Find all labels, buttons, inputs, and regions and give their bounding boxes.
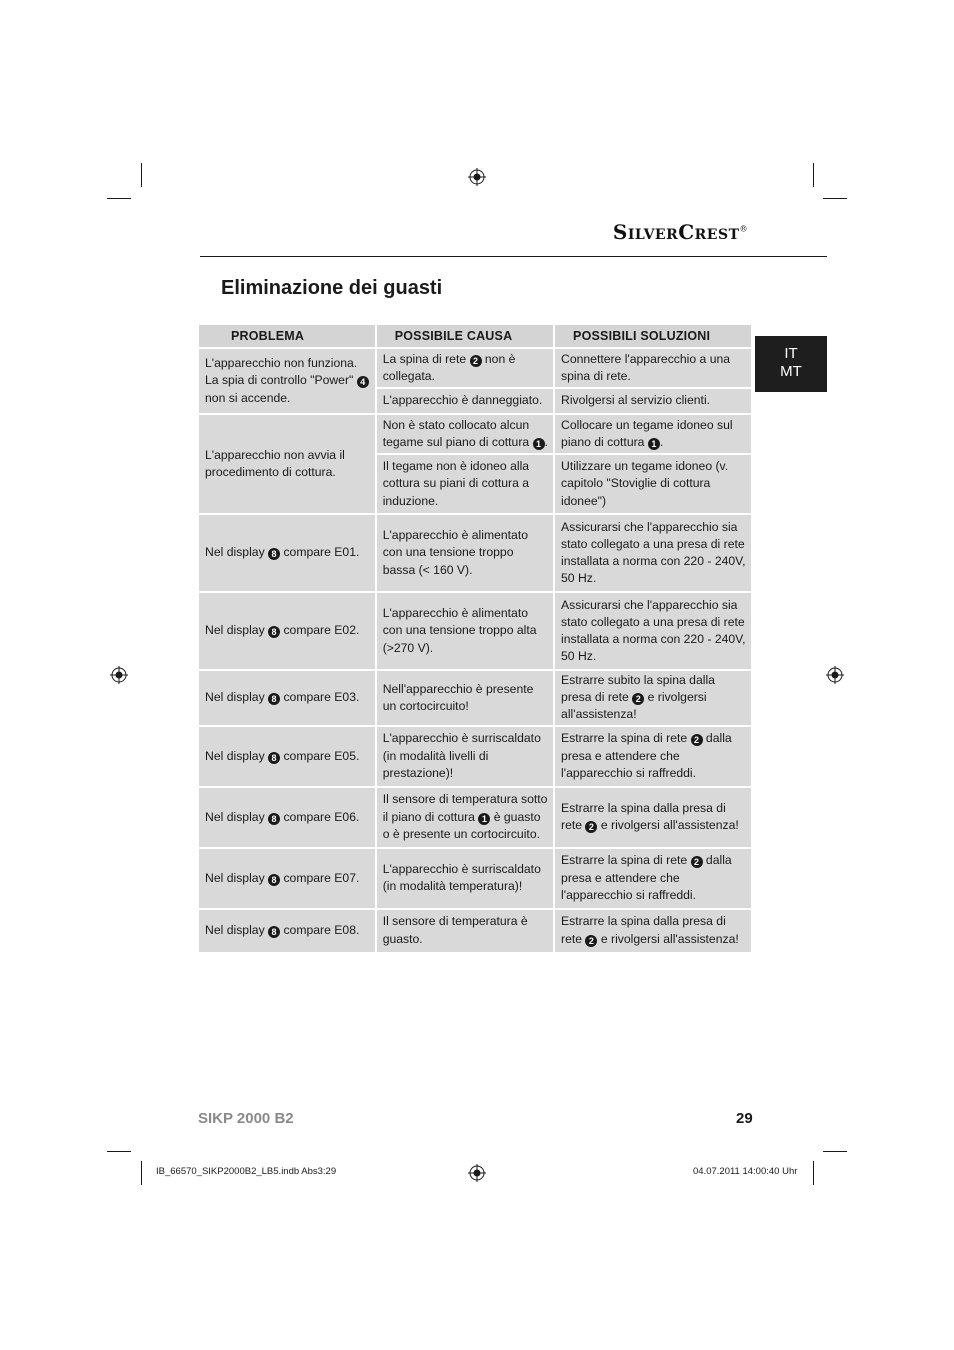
language-code-it: IT [784, 345, 798, 362]
header-rule [200, 256, 827, 257]
table-header-row [199, 325, 751, 347]
cause-cell: L'apparecchio è danneggiato. [377, 389, 553, 413]
reference-number-icon: 8 [268, 548, 280, 560]
cause-cell: L'apparecchio è surriscaldato (in modalità livelli di prestazione)! [377, 727, 553, 786]
problem-cell: Nel display 8 compare E05. [199, 727, 375, 786]
reference-number-icon: 8 [268, 926, 280, 938]
registration-mark-icon [468, 1164, 486, 1182]
reference-number-icon: 2 [691, 734, 703, 746]
solution-cell: Assicurarsi che l'apparecchio sia stato collegato a una presa di rete installata a norma con 220 - 240V, 50 Hz. [555, 515, 751, 591]
reference-number-icon: 2 [585, 935, 597, 947]
cause-cell: La spina di rete 2 non è collegata. [377, 349, 553, 387]
problem-cell: L'apparecchio non funziona. La spia di controllo "Power" 4 non si accende. [199, 349, 375, 413]
problem-cell: Nel display 8 compare E06. [199, 788, 375, 847]
problem-cell: Nel display 8 compare E03. [199, 671, 375, 725]
reference-number-icon: 2 [585, 821, 597, 833]
solution-cell: Estrarre subito la spina dalla presa di rete 2 e rivolgersi all'assistenza! [555, 671, 751, 725]
table-row [199, 727, 751, 786]
page-title: Eliminazione dei guasti [221, 277, 443, 299]
table-row [199, 593, 751, 669]
reference-number-icon: 8 [268, 874, 280, 886]
solution-cell: Utilizzare un tegame idoneo (v. capitolo "Stoviglie di cottura idonee") [555, 455, 751, 513]
crop-mark [107, 198, 131, 199]
solution-cell: Rivolgersi al servizio clienti. [555, 389, 751, 413]
solution-cell: Assicurarsi che l'apparecchio sia stato collegato a una presa di rete installata a norma con 220 - 240V, 50 Hz. [555, 593, 751, 669]
table-row [199, 415, 751, 453]
reference-number-icon: 2 [632, 693, 644, 705]
problem-cell: Nel display 8 compare E08. [199, 910, 375, 952]
table-row [199, 788, 751, 847]
cause-cell: L'apparecchio è alimentato con una tensione troppo bassa (< 160 V). [377, 515, 553, 591]
solution-cell: Estrarre la spina dalla presa di rete 2 e rivolgersi all'assistenza! [555, 788, 751, 847]
problem-cell: Nel display 8 compare E01. [199, 515, 375, 591]
table-row [199, 349, 751, 387]
crop-mark [141, 1161, 142, 1185]
table-row [199, 849, 751, 908]
reference-number-icon: 8 [268, 693, 280, 705]
header-solution: POSSIBILI SOLUZIONI [555, 325, 751, 347]
problem-cell: Nel display 8 compare E02. [199, 593, 375, 669]
solution-cell: Collocare un tegame idoneo sul piano di cottura 1 . [555, 415, 751, 453]
crop-mark [813, 1161, 814, 1185]
crop-mark [107, 1151, 131, 1152]
cause-cell: L'apparecchio è alimentato con una tensione troppo alta (>270 V). [377, 593, 553, 669]
table-row [199, 515, 751, 591]
reference-number-icon: 8 [268, 752, 280, 764]
reference-number-icon: 1 [533, 438, 545, 450]
registration-mark-icon [110, 666, 128, 684]
problem-cell: L'apparecchio non avvia il procedimento di cottura. [199, 415, 375, 513]
page-number: 29 [736, 1110, 753, 1127]
cause-cell: Il sensore di temperatura sotto il piano di cottura 1 è guasto o è presente un cortocircuito. [377, 788, 553, 847]
cause-cell: Il tegame non è idoneo alla cottura su piani di cottura a induzione. [377, 455, 553, 513]
table-row [199, 910, 751, 952]
language-code-mt: MT [780, 363, 802, 380]
cause-cell: Non è stato collocato alcun tegame sul piano di cottura 1 . [377, 415, 553, 453]
registration-mark-icon [826, 666, 844, 684]
solution-cell: Estrarre la spina di rete 2 dalla presa e attendere che l'apparecchio si raffreddi. [555, 849, 751, 908]
reference-number-icon: 1 [478, 813, 490, 825]
problem-cell: Nel display 8 compare E07. [199, 849, 375, 908]
print-slug-right: 04.07.2011 14:00:40 Uhr [693, 1166, 798, 1177]
header-cause: POSSIBILE CAUSA [377, 325, 553, 347]
crop-mark [141, 163, 142, 187]
cause-cell: Il sensore di temperatura è guasto. [377, 910, 553, 952]
reference-number-icon: 1 [648, 438, 660, 450]
table-row [199, 671, 751, 725]
reference-number-icon: 8 [268, 626, 280, 638]
header-problem: PROBLEMA [199, 325, 375, 347]
language-tab [755, 336, 827, 392]
reference-number-icon: 2 [470, 355, 482, 367]
cause-cell: Nell'apparecchio è presente un cortocircuito! [377, 671, 553, 725]
footer-model: SIKP 2000 B2 [198, 1110, 294, 1127]
reference-number-icon: 2 [691, 856, 703, 868]
crop-mark [823, 1151, 847, 1152]
troubleshooting-table [197, 323, 753, 954]
registration-mark-icon [468, 168, 486, 186]
crop-mark [823, 198, 847, 199]
print-slug-left: IB_66570_SIKP2000B2_LB5.indb Abs3:29 [156, 1166, 337, 1177]
solution-cell: Connettere l'apparecchio a una spina di rete. [555, 349, 751, 387]
crop-mark [813, 163, 814, 187]
reference-number-icon: 8 [268, 813, 280, 825]
solution-cell: Estrarre la spina di rete 2 dalla presa e attendere che l'apparecchio si raffreddi. [555, 727, 751, 786]
solution-cell: Estrarre la spina dalla presa di rete 2 e rivolgersi all'assistenza! [555, 910, 751, 952]
reference-number-icon: 4 [357, 376, 369, 388]
cause-cell: L'apparecchio è surriscaldato (in modalità temperatura)! [377, 849, 553, 908]
brand-logo: SilverCrest® [612, 220, 748, 244]
